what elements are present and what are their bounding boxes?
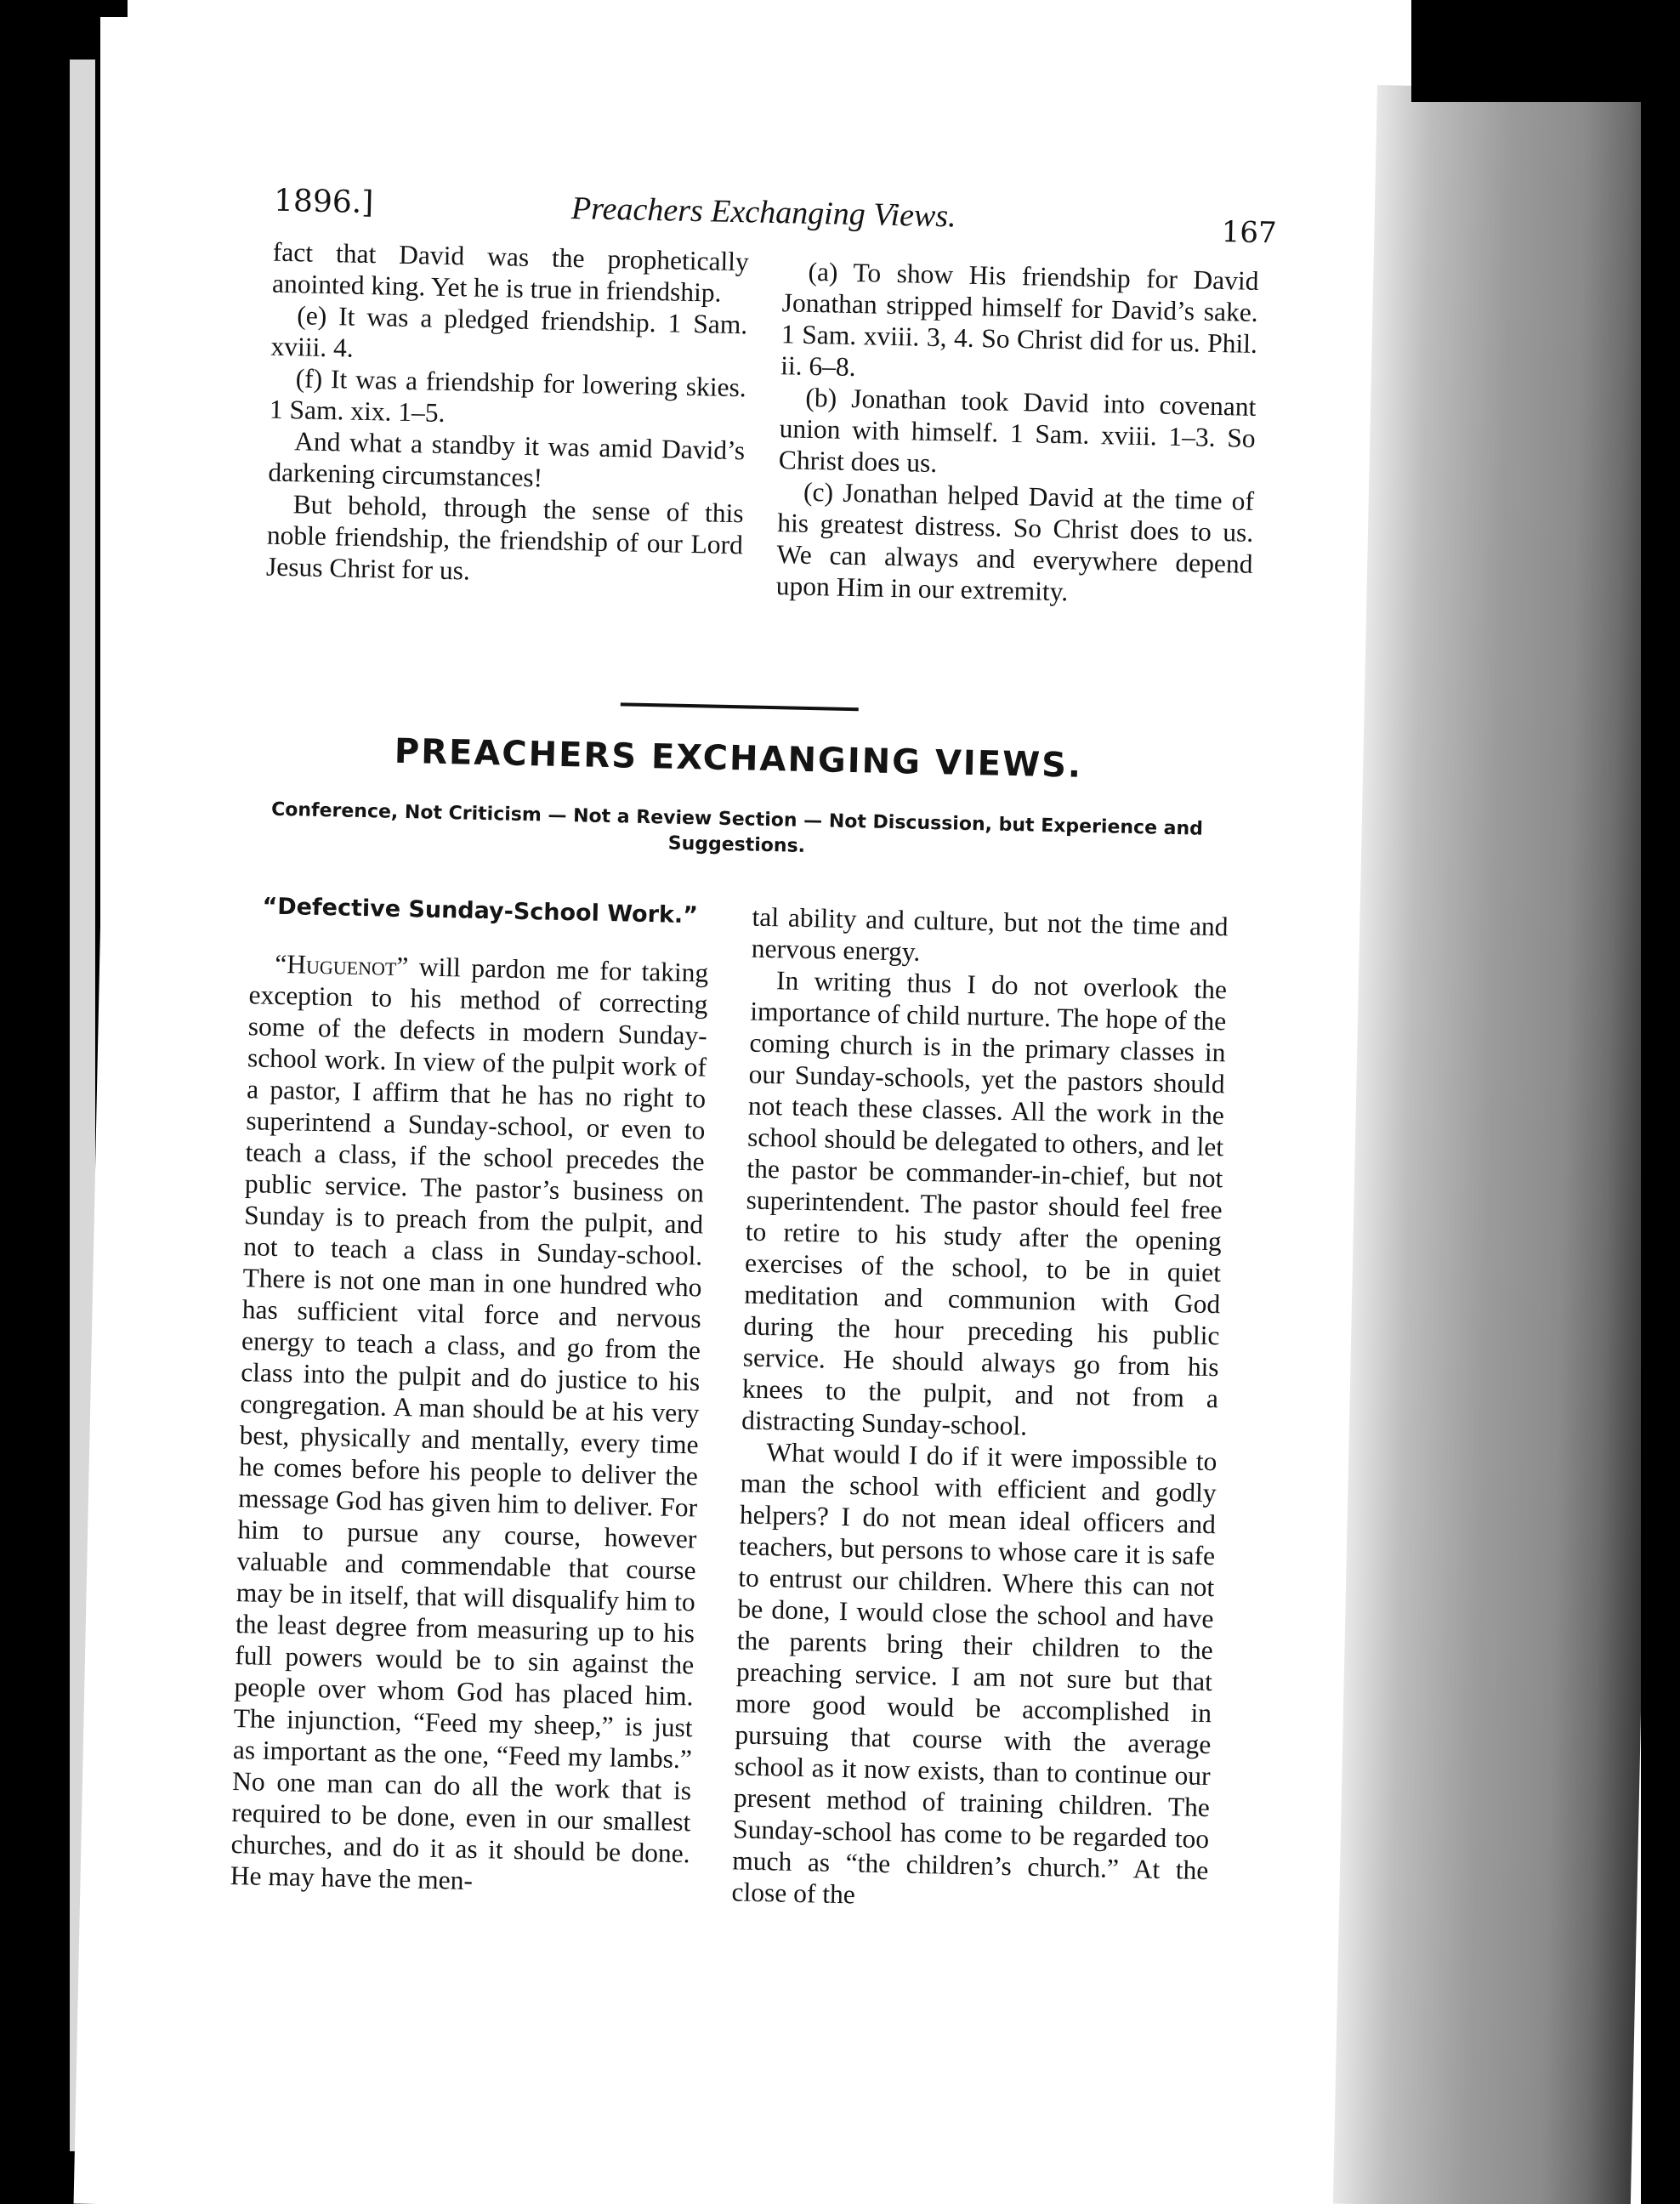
paragraph: In writing thus I do not overlook the importance of child nurture. The hope of the coming church is in the primary classes in our Sunday-schools, yet the pastors should not teach these classes. All the work in the school should be delegated to others, and let the pastor be commander-in-chief, but not superintendent. The pastor should feel free to retire to his study after the opening exercises of the school, to be in quiet meditation and communion with God during the hour preceding his public service. He should always go from his knees to the pulpit, and not from a distracting Sunday-school. bbox=[741, 965, 1228, 1441]
paragraph: (e) It was a pledged friendship. 1 Sam. xviii. 4. bbox=[270, 300, 748, 363]
top-left-column bbox=[266, 236, 749, 593]
paragraph: (c) Jonathan helped David at the time of his greatest distress. So Christ does to us. We can always and everywhere depend upon Him in our extremity. bbox=[775, 476, 1255, 607]
article-left-column bbox=[230, 890, 711, 1900]
paragraph: But behold, through the sense of this noble friendship, the friendship of our Lord Jesus Christ for us. bbox=[265, 489, 744, 586]
paragraph-text: will pardon me for taking exception to his method of correcting some of the defects in modern Sunday-school work. In view of the pulpit work of a pastor, I affirm that he has no right to superintend a Sunday-school, or even to teach a class, if the school precedes the public service. The pastor’s business on Sunday is to preach from the pulpit, and not to teach a class in Sunday-school. There is not one man in one hundred who has sufficient vital force and nervous energy to teach a class, and go from the class into the pulpit and do justice to his congregation. A man should be at his very best, physically and mentally, every time he comes before his people to deliver the message God has given him to deliver. For him to pursue any course, however valuable and commendable that course may be in itself, that will disqualify him to the least degree from measuring up to his full powers would be to sin against the people over whom God has placed him. The injunction, “Feed my sheep,” is just as important as the one, “Feed my lambs.” No one man can do all the work that is required to be done, even in our smallest churches, and do it as it should be done. He may have the men- bbox=[230, 951, 709, 1895]
paragraph: (a) To show His friendship for David Jonathan stripped himself for David’s sake. 1 Sam. xviii. 3, 4. So Christ did for us. Phil. ii. 6–8. bbox=[780, 256, 1259, 383]
paragraph: And what a standby it was amid David’s darkening circumstances! bbox=[268, 426, 746, 493]
header-year: 1896.] bbox=[273, 183, 374, 221]
article-right-column bbox=[731, 901, 1229, 1917]
section-subtitle: Conference, Not Criticism — Not a Review Section — Not Discussion, but Experience and Suggestions. bbox=[270, 798, 1204, 857]
author-reference: “Huguenot” bbox=[274, 948, 409, 982]
paragraph bbox=[230, 947, 709, 1900]
section-title: PREACHERS EXCHANGING VIEWS. bbox=[394, 731, 1083, 786]
paragraph: fact that David was the prophetically anointed king. Yet he is true in friendship. bbox=[271, 236, 750, 308]
page-number: 167 bbox=[1221, 215, 1278, 251]
paragraph: tal ability and culture, but not the time and nervous energy. bbox=[751, 901, 1229, 967]
section-divider bbox=[621, 702, 859, 711]
paragraph: What would I do if it were impossible to man the school with efficient and godly helpers? I do not mean ideal officers and teachers, but persons to whose care it is safe to entrust our children. Where this can not be done, I would close the school and have the parents bring their children to the preaching service. I am not sure but that more good would be accomplished in pursuing that course with the average school as it now exists, than to continue our present method of training children. The Sunday-school has come to be regarded too much as “the children’s church.” At the close of the bbox=[731, 1437, 1217, 1910]
paragraph: (b) Jonathan took David into covenant union with himself. 1 Sam. xviii. 1–3. So Christ does us. bbox=[778, 382, 1257, 479]
article-heading: “Defective Sunday-School Work.” bbox=[262, 893, 699, 929]
paragraph: (f) It was a friendship for lowering skies. 1 Sam. xix. 1–5. bbox=[269, 363, 747, 428]
top-right-column bbox=[775, 255, 1258, 611]
header-title: Preachers Exchanging Views. bbox=[570, 190, 957, 235]
